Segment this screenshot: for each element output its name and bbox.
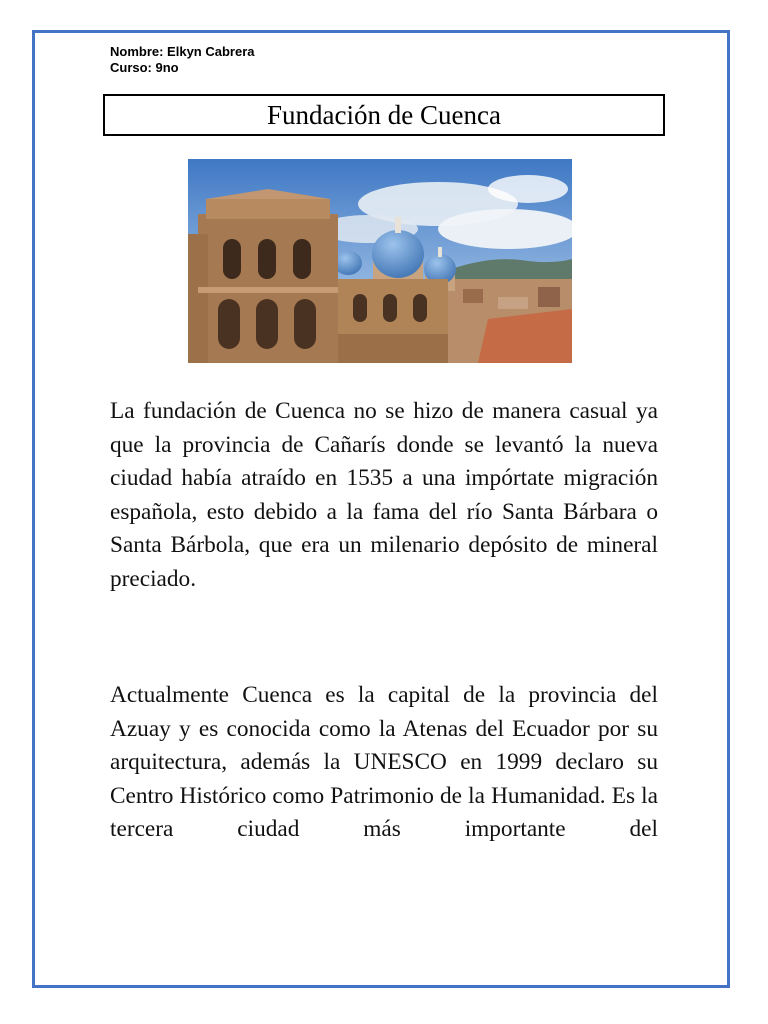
- page-title: Fundación de Cuenca: [103, 94, 665, 136]
- student-name: Nombre: Elkyn Cabrera: [110, 44, 255, 59]
- paragraph-founding: La fundación de Cuenca no se hizo de manera casual ya que la provincia de Cañarís donde se levantó la nueva ciudad había atraído en 1535 a una impórtate migración española, esto debido a la fama del río Santa Bárbara o Santa Bárbola, que era un milenario depósito de mineral preciado.: [110, 398, 658, 592]
- cathedral-photo: [188, 159, 572, 363]
- student-course: Curso: 9no: [110, 60, 179, 75]
- paragraph-present: Actualmente Cuenca es la capital de la provincia del Azuay y es conocida como la Atenas del Ecuador por su arquitectura, además la UNESCO en 1999 declaro su Centro Histórico como Patrimonio de la Humanidad. Es la tercera ciudad más importante del: [110, 682, 658, 843]
- student-info: [110, 44, 255, 76]
